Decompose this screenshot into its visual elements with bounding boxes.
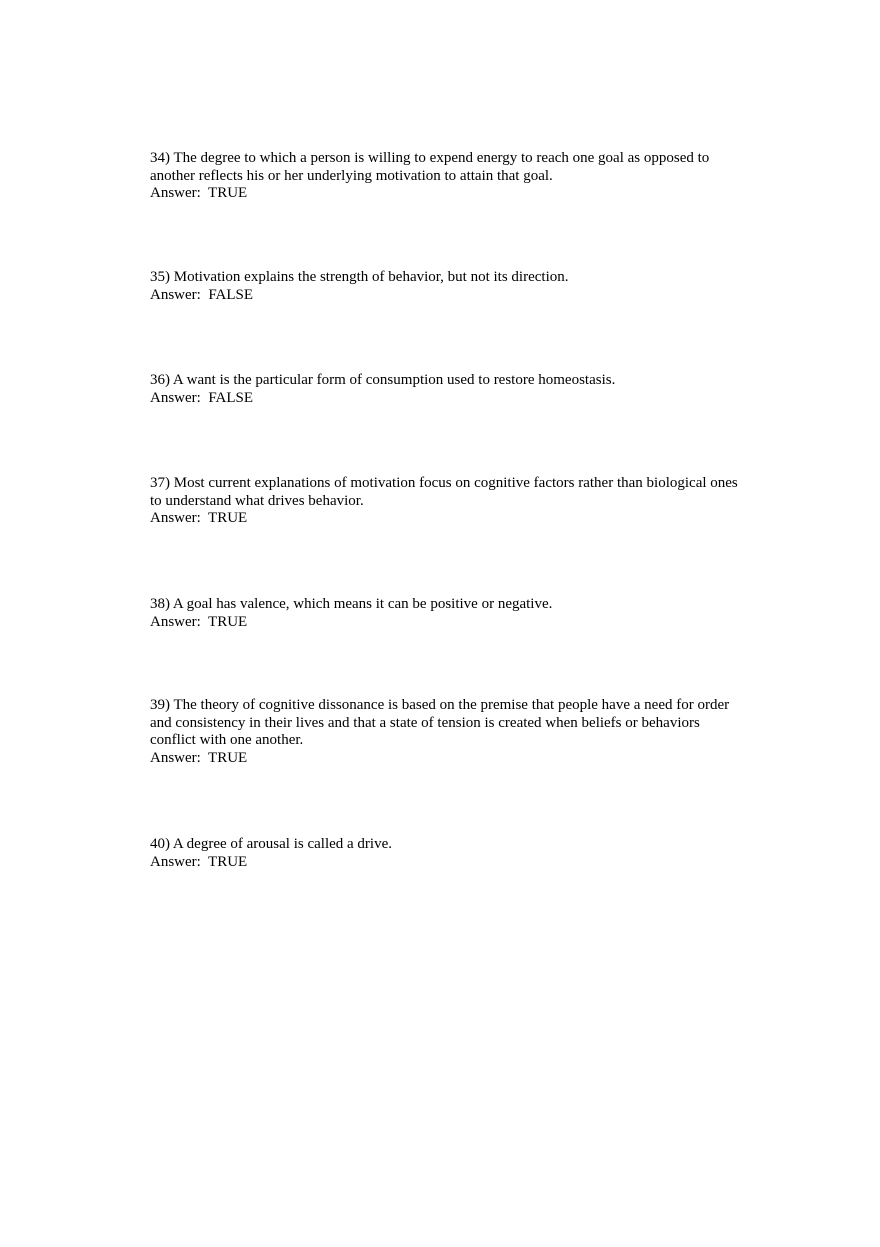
question-text: 34) The degree to which a person is willing to expend energy to reach one goal as opposed to another reflects his or her underlying motivation to attain that goal. — [150, 150, 710, 184]
question-item — [150, 150, 740, 203]
question-answer: Answer: FALSE — [150, 389, 254, 406]
question-answer: Answer: TRUE — [150, 749, 248, 766]
question-item — [150, 836, 740, 871]
question-answer: Answer: TRUE — [150, 185, 248, 201]
question-text: 37) Most current explanations of motivation focus on cognitive factors rather than biological ones to understand what drives behavior. — [150, 475, 738, 509]
question-answer: Answer: TRUE — [150, 510, 248, 526]
question-item — [150, 475, 740, 528]
question-text: 35) Motivation explains the strength of behavior, but not its direction. — [150, 269, 569, 285]
question-item — [150, 596, 740, 631]
question-text: 40) A degree of arousal is called a drive. — [150, 836, 392, 852]
question-item — [150, 697, 740, 767]
question-answer: Answer: FALSE — [150, 286, 254, 303]
question-text: 36) A want is the particular form of consumption used to restore homeostasis. — [150, 372, 616, 388]
question-text: 38) A goal has valence, which means it can be positive or negative. — [150, 596, 553, 612]
question-item — [150, 372, 740, 407]
question-answer: Answer: TRUE — [150, 853, 248, 870]
question-answer: Answer: TRUE — [150, 613, 248, 630]
question-item — [150, 269, 740, 304]
question-text: 39) The theory of cognitive dissonance is based on the premise that people have a need for order and consistency in their lives and that a state of tension is created when beliefs or behaviors conflict with one another. — [150, 697, 730, 748]
